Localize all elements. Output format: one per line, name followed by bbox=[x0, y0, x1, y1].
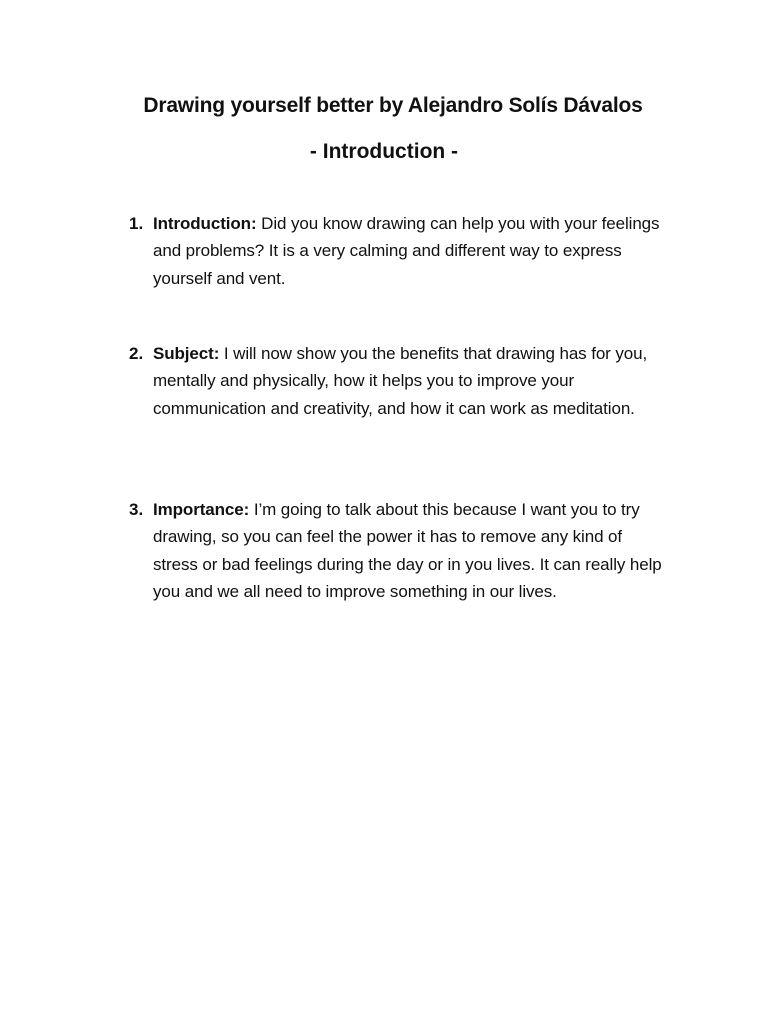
list-item-body bbox=[153, 496, 669, 605]
list-item-body bbox=[153, 340, 669, 422]
document-title: Drawing yourself better by Alejandro Solís Dávalos bbox=[143, 94, 643, 117]
section-heading: - Introduction - bbox=[309, 140, 459, 163]
list-item-label: Introduction: bbox=[153, 214, 257, 233]
list-item-label: Importance: bbox=[153, 500, 250, 519]
list-item-number: 1. bbox=[129, 214, 144, 233]
list-item-text: I will now show you the benefits that drawing has for you, mentally and physically, how it helps you to improve your communication and creativity, and how it can work as meditation. bbox=[153, 344, 648, 418]
list-item-subject bbox=[129, 340, 669, 422]
list-item-importance bbox=[129, 496, 669, 605]
list-item-body bbox=[153, 210, 669, 292]
list-item-label: Subject: bbox=[153, 344, 220, 363]
list-item-text: I’m going to talk about this because I want you to try drawing, so you can feel the power it has to remove any kind of stress or bad feelings during the day or in you lives. It can really help you and we all need to improve something in our lives. bbox=[153, 500, 662, 601]
list-item-number: 2. bbox=[129, 344, 144, 363]
list-item-introduction bbox=[129, 210, 669, 292]
list-item-text: Did you know drawing can help you with your feelings and problems? It is a very calming and different way to express yourself and vent. bbox=[153, 214, 660, 288]
list-item-number: 3. bbox=[129, 500, 144, 519]
